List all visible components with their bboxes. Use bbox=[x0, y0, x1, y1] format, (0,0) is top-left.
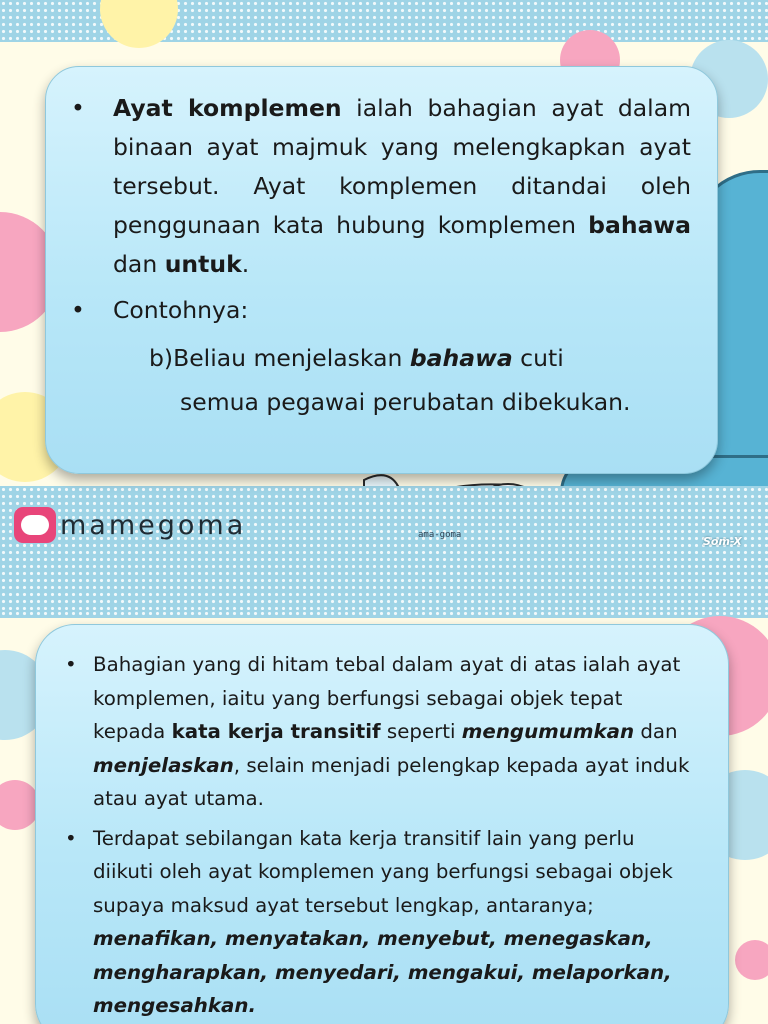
slide-2 bbox=[0, 610, 768, 1024]
verb-mengumumkan: mengumumkan bbox=[461, 720, 635, 743]
example-heading: Contohnya: bbox=[113, 296, 249, 324]
bullet-example-heading bbox=[113, 291, 691, 330]
bullet-verb-list bbox=[93, 822, 693, 1023]
bullet-explanation bbox=[93, 648, 693, 816]
keyword-untuk: untuk bbox=[164, 250, 242, 278]
explanation-text: Bahagian yang di hitam tebal dalam ayat di atas ialah ayat komplemen, iaitu yang berfungsi sebagai objek tepat kepada bbox=[93, 653, 681, 743]
bullet-definition bbox=[113, 89, 691, 284]
period-text: . bbox=[241, 250, 250, 278]
example-prefix: b)Beliau menjelaskan bbox=[149, 344, 410, 372]
verb-list: menafikan, menyatakan, menyebut, menegaskan, mengharapkan, menyedari, mengakui, melaporkan, mengesahkan. bbox=[93, 927, 672, 1017]
keyword-bahawa: bahawa bbox=[588, 211, 691, 239]
content-card bbox=[35, 624, 729, 1024]
connector-text: dan bbox=[113, 250, 165, 278]
example-sentence-line-1 bbox=[149, 339, 564, 378]
definition-text: ialah bahagian ayat dalam binaan ayat majmuk yang melengkapkan ayat tersebut. Ayat komplemen ditandai oleh penggunaan kata hubung komplemen bbox=[113, 94, 691, 239]
dotted-band-top bbox=[0, 610, 768, 618]
content-card bbox=[45, 66, 718, 474]
verb-menjelaskan: menjelaskan bbox=[93, 753, 234, 777]
explanation-tail: , selain menjadi pelengkap kepada ayat induk atau ayat utama. bbox=[93, 753, 690, 810]
mamegoma-logo bbox=[14, 505, 246, 545]
term-transitive-verb: kata kerja transitif bbox=[171, 720, 381, 743]
connector-text: dan bbox=[634, 720, 678, 743]
logo-text: mamegoma bbox=[60, 509, 247, 541]
pink-circle-decoration bbox=[735, 940, 768, 980]
character-caption: ama-goma bbox=[418, 530, 462, 540]
example-suffix: cuti bbox=[512, 344, 564, 372]
artist-signature: Som-X bbox=[703, 535, 742, 548]
seal-face-icon bbox=[14, 507, 56, 543]
example-keyword: bahawa bbox=[409, 344, 513, 372]
bullet-list bbox=[113, 89, 691, 330]
pink-circle-decoration bbox=[0, 780, 40, 830]
example-sentence-line-2: semua pegawai perubatan dibekukan. bbox=[180, 388, 631, 416]
connector-text: seperti bbox=[380, 720, 462, 743]
bullet-list bbox=[93, 648, 693, 1023]
verb-list-intro: Terdapat sebilangan kata kerja transitif lain yang perlu diikuti oleh ayat komplemen yang berfungsi sebagai objek supaya maksud ayat tersebut lengkap, antaranya; bbox=[93, 826, 673, 917]
term-bold: Ayat komplemen bbox=[113, 94, 342, 122]
